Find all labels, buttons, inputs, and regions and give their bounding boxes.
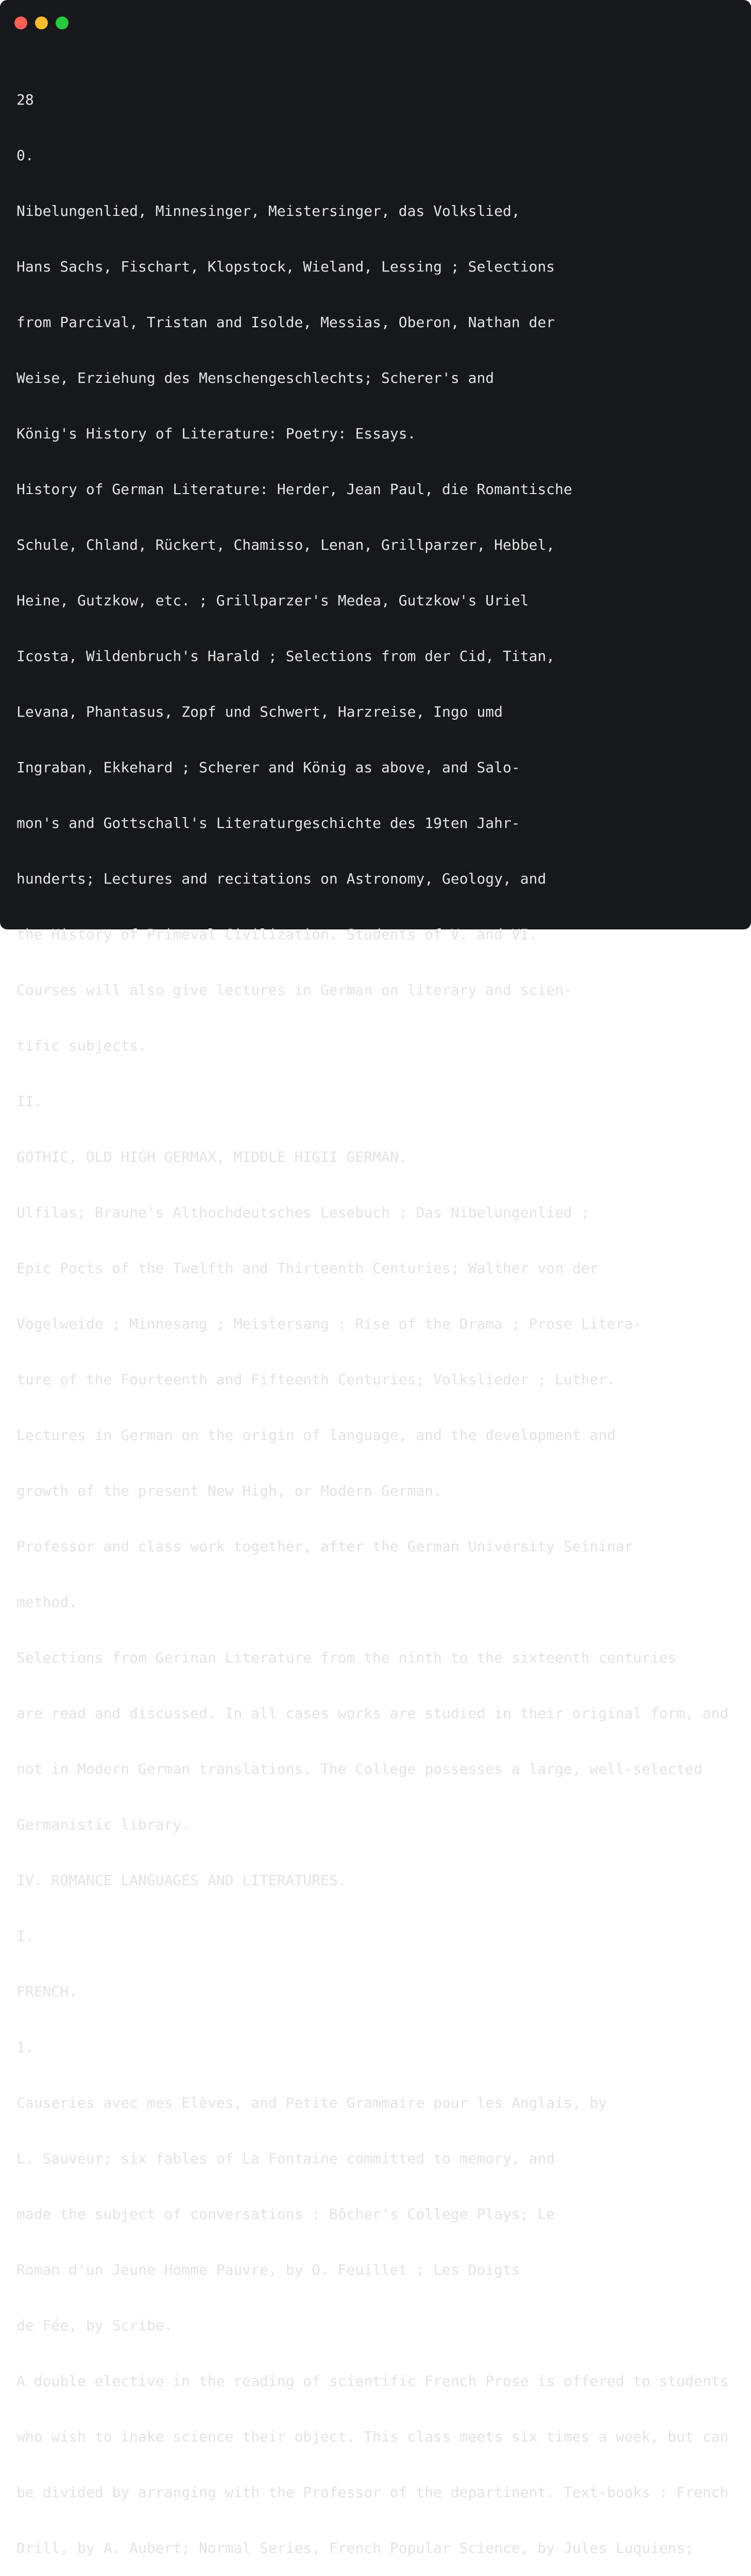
terminal-line: Roman d'un Jeune Homme Pauvre, by O. Feuillet ; Les Doigts [16,2261,520,2278]
terminal-line: II. [16,1093,43,1110]
terminal-line: Icosta, Wildenbruch's Harald ; Selections from der Cid, Titan, [16,648,555,665]
terminal-line: Courses will also give lectures in German on literary and scien- [16,981,572,998]
window-title-bar [0,0,751,41]
terminal-line: Ulfilas; Braune's Althochdeutsches Lesebuch ; Das Nibelungenlied ; [16,1204,590,1221]
terminal-line: ture of the Fourteenth and Fifteenth Centuries; Volkslieder ; Luther. [16,1371,616,1388]
terminal-line: IV. ROMANCE LANGUAGES AND LITERATURES. [16,1872,347,1889]
terminal-line: Professor and class work together, after the German University Seininar [16,1538,633,1555]
terminal-line: Vogelweide ; Minnesang ; Meistersang : Rise of the Drama ; Prose Litera- [16,1315,642,1332]
terminal-line: Ingraban, Ekkehard ; Scherer and König as above, and Salo- [16,759,520,776]
terminal-line: 1. [16,2039,34,2056]
terminal-line: A double elective in the reading of scientific French Prose is offered to students [16,2372,729,2389]
terminal-line: 28 [16,91,34,108]
terminal-line: Levana, Phantasus, Zopf und Schwert, Harzreise, Ingo umd [16,703,503,720]
terminal-line: Lectures in German on the origin of language, and the development and [16,1427,616,1444]
terminal-line: I. [16,1927,34,1944]
terminal-line: Hans Sachs, Fischart, Klopstock, Wieland, Lessing ; Selections [16,258,555,275]
terminal-line: Drill, by A. Aubert; Normal Series, French Popular Science, by Jules Luquiens; [16,2539,694,2556]
terminal-line: Epic Pocts of the Twelfth and Thirteenth Centuries; Walther von der [16,1260,599,1277]
terminal-output [16,54,738,2576]
terminal-line: not in Modern German translations. The College possesses a large, well-selected [16,1760,703,1777]
terminal-line: Heine, Gutzkow, etc. ; Grillparzer's Medea, Gutzkow's Uriel [16,592,529,609]
terminal-line: 0. [16,147,34,164]
terminal-line: Selections from Gerinan Literature from the ninth to the sixteenth centuries [16,1649,677,1666]
terminal-line: Nibelungenlied, Minnesinger, Meistersinger, das Volkslied, [16,202,520,219]
terminal-line: mon's and Gottschall's Literaturgeschichte des 19ten Jahr- [16,815,520,832]
terminal-line: from Parcival, Tristan and Isolde, Messias, Oberon, Nathan der [16,314,555,331]
terminal-line: are read and discussed. In all cases works are studied in their original form, and [16,1705,729,1722]
terminal-line: made the subject of conversations : Bôcher's College Plays; Le [16,2206,555,2223]
terminal-line: König's History of Literature: Poetry: Essays. [16,425,416,442]
terminal-line: Weise, Erziehung des Menschengeschlechts; Scherer's and [16,369,494,386]
terminal-line: History of German Literature: Herder, Jean Paul, die Romantische [16,481,572,498]
terminal-line: tific subjects. [16,1037,147,1054]
terminal-line: be divided by arranging with the Professor of the departinent. Text-books : French [16,2484,729,2501]
terminal-line: method. [16,1594,78,1611]
terminal-line: the History of Primeval Civilization. Students of V. and VI. [16,926,538,943]
terminal-line: growth of the present New High, or Modern German. [16,1482,442,1499]
terminal-line: who wish to inake science their object. This class meets six times a week, but can [16,2428,729,2445]
terminal-line: Germanistic library. [16,1816,191,1833]
minimize-window-button[interactable] [35,16,48,29]
terminal-line: hunderts; Lectures and recitations on Astronomy, Geology, and [16,870,547,887]
terminal-line: FRENCH. [16,1983,78,2000]
terminal-line: Causeries avec mes Elèves, and Petite Grammaire pour les Anglais, by [16,2094,607,2111]
terminal-line: de Fée, by Scribe. [16,2317,173,2334]
terminal-line: L. Sauveur; six fables of La Fontaine committed to memory, and [16,2150,555,2167]
close-window-button[interactable] [14,16,27,29]
maximize-window-button[interactable] [56,16,69,29]
terminal-line: GOTHIC, OLD HIGH GERMAX, MIDDLE HIGII GERMAN. [16,1148,407,1165]
terminal-line: Schule, Chland, Rückert, Chamisso, Lenan, Grillparzer, Hebbel, [16,536,555,553]
